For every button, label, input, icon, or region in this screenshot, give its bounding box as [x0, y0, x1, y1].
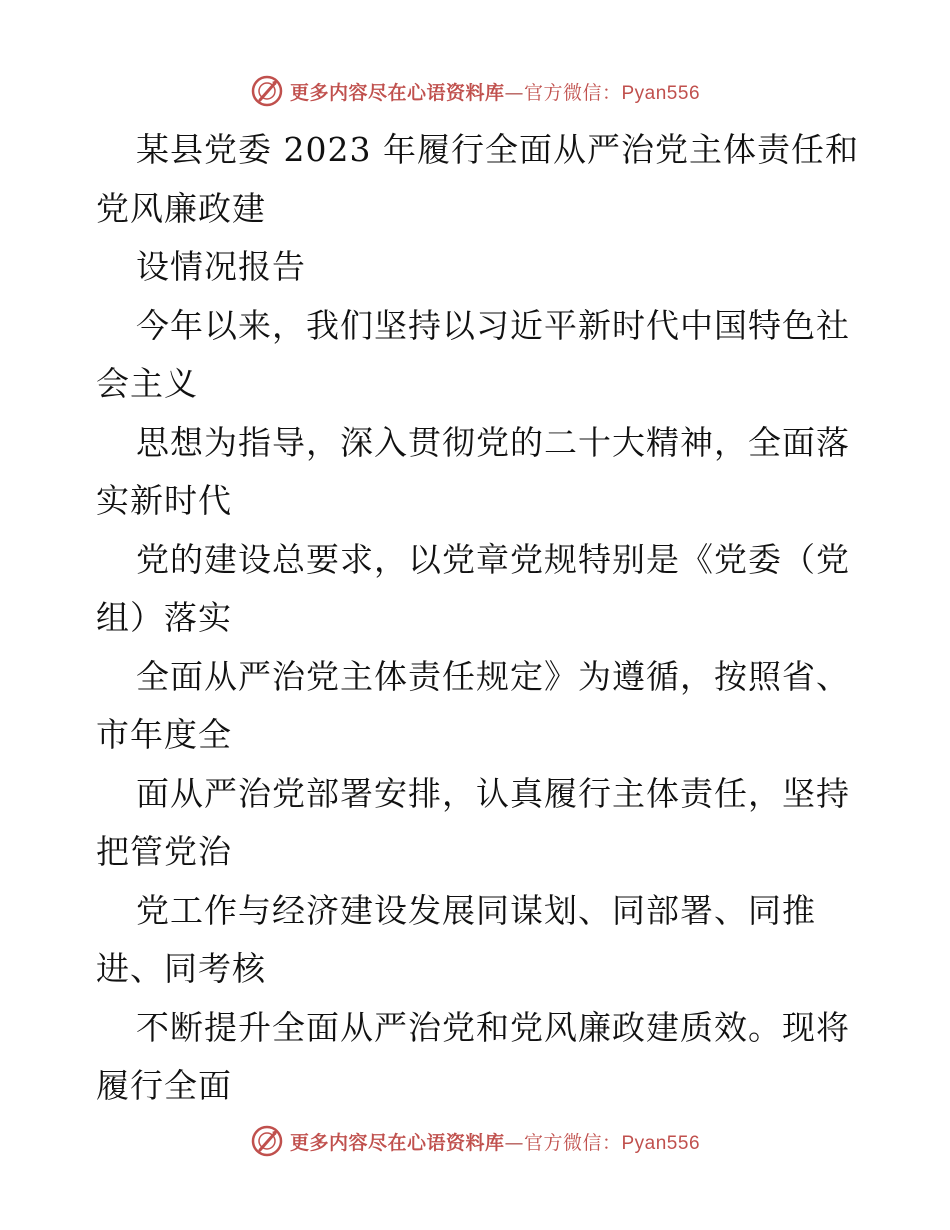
seal-logo-icon — [250, 74, 284, 108]
paragraph-line: 实新时代 — [96, 481, 232, 520]
watermark-sub: 官方微信： — [523, 81, 622, 104]
watermark-dash: — — [504, 81, 524, 104]
watermark-main: 更多内容尽在心语资料库 — [289, 81, 505, 104]
paragraph-line: 把管党治 — [96, 832, 232, 871]
watermark-header — [0, 71, 950, 111]
watermark-sub: 官方微信： — [523, 1131, 622, 1154]
paragraph-line: 不断提升全面从严治党和党风廉政建质效。现将 — [136, 1007, 850, 1047]
title-line-1: 某县党委 2023 年履行全面从严治党主体责任和 — [136, 130, 859, 169]
paragraph-line: 进、同考核 — [96, 949, 266, 988]
paragraph-line: 组）落实 — [96, 598, 232, 637]
watermark-text — [290, 78, 700, 105]
paragraph-line: 市年度全 — [96, 715, 232, 754]
watermark-main: 更多内容尽在心语资料库 — [289, 1131, 505, 1154]
paragraph-line: 党工作与经济建设发展同谋划、同部署、同推 — [136, 890, 816, 930]
paragraph-line: 面从严治党部署安排，认真履行主体责任，坚持 — [136, 773, 850, 813]
paragraph-line: 会主义 — [96, 364, 198, 403]
title-line-2: 党风廉政建 — [96, 188, 266, 228]
watermark-id: Pyan556 — [621, 1132, 701, 1154]
paragraph-line: 全面从严治党主体责任规定》为遵循，按照省、 — [136, 656, 850, 696]
paragraph-line: 思想为指导，深入贯彻党的二十大精神，全面落 — [136, 422, 850, 462]
watermark-footer — [0, 1121, 950, 1161]
paragraph-line: 今年以来，我们坚持以习近平新时代中国特色社 — [136, 305, 850, 345]
watermark-text — [290, 1128, 700, 1155]
paragraph-line: 履行全面 — [96, 1066, 232, 1105]
paragraph-line: 党的建设总要求，以党章党规特别是《党委（党 — [136, 539, 850, 579]
watermark-id: Pyan556 — [621, 82, 701, 104]
seal-logo-icon — [250, 1124, 284, 1158]
watermark-dash: — — [504, 1131, 524, 1154]
document-body — [96, 121, 866, 1116]
title-line-3: 设情况报告 — [136, 247, 306, 286]
